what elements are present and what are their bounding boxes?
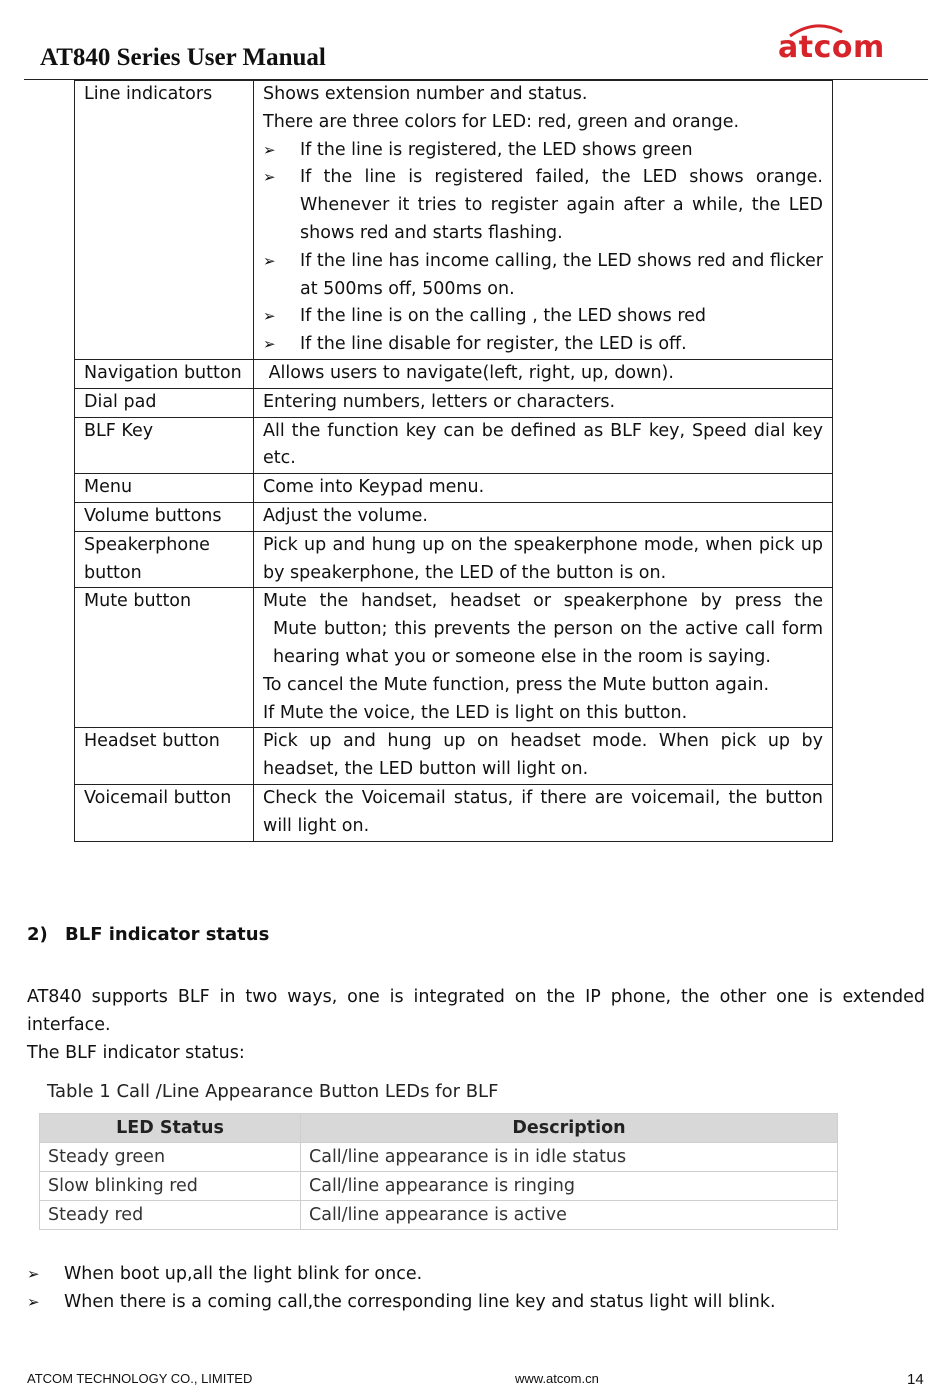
section-number: 2) [27,924,48,945]
description-line: Shows extension number and status. [263,84,588,104]
list-item-text: When there is a coming call,the corresponding line key and status light will blink. [64,1292,776,1312]
key-description-table [74,80,833,842]
list-item-text: When boot up,all the light blink for once. [64,1264,423,1284]
list-item-text: If the line is registered failed, the LED shows orange. Whenever it tries to register again after a while, the LED shows red and starts flashing. [300,167,823,243]
description-line: There are three colors for LED: red, green and orange. [263,111,740,132]
list-item [263,248,823,304]
list-item-text: If the line has income calling, the LED shows red and flicker at 500ms off, 500ms on. [300,250,823,299]
led-description: Call/line appearance is ringing [301,1172,838,1201]
table-row [75,531,833,588]
led-description: Call/line appearance is in idle status [301,1143,838,1172]
key-name: Volume buttons [75,502,254,531]
arrow-bullet-icon: ➢ [263,251,276,270]
table-row [75,417,833,474]
key-description: Allows users to navigate(left, right, up, down). [254,359,833,388]
key-description [254,588,833,728]
key-name: Headset button [75,728,254,785]
table-header-row [40,1114,838,1143]
key-description: Pick up and hung up on headset mode. When pick up by headset, the LED button will light on. [254,728,833,785]
footer-company: ATCOM TECHNOLOGY CO., LIMITED [27,1371,253,1386]
footer-url[interactable]: www.atcom.cn [515,1371,599,1386]
intro-paragraph: AT840 supports BLF in two ways, one is integrated on the IP phone, the other one is extended interface. [27,987,925,1035]
list-item [263,331,823,359]
list-item [263,164,823,247]
blf-status-table [39,1113,838,1230]
note-list [27,1260,776,1316]
status-intro: The BLF indicator status: [27,1043,245,1063]
list-item [27,1260,776,1288]
key-name: Speakerphone button [75,531,254,588]
key-description: All the function key can be defined as BLF key, Speed dial key etc. [254,417,833,474]
description-line: If Mute the voice, the LED is light on this button. [263,702,688,723]
key-name: Voicemail button [75,784,254,841]
key-description: Check the Voicemail status, if there are voicemail, the button will light on. [254,784,833,841]
key-description: Come into Keypad menu. [254,474,833,503]
table-row [75,728,833,785]
logo-text: atcom [778,30,885,65]
arrow-bullet-icon: ➢ [27,1293,40,1311]
list-item-text: If the line is on the calling , the LED shows red [300,306,707,327]
key-name: BLF Key [75,417,254,474]
table-row [75,588,833,728]
key-description: Entering numbers, letters or characters. [254,388,833,417]
list-item [263,303,823,331]
key-description [254,81,833,360]
led-status: Steady red [40,1201,301,1230]
table-caption: Table 1 Call /Line Appearance Button LEDs for BLF [47,1081,499,1102]
key-name: Mute button [75,588,254,728]
list-item-text: If the line disable for register, the LED is off. [300,334,687,355]
led-status: Steady green [40,1143,301,1172]
table-row [75,81,833,360]
description-line: Mute the handset, headset or speakerphone by press the [263,591,823,612]
table-row [40,1172,838,1201]
description-line: To cancel the Mute function, press the Mute button again. [263,674,770,695]
arrow-bullet-icon: ➢ [27,1265,40,1283]
key-description: Adjust the volume. [254,502,833,531]
manual-title: AT840 Series User Manual [40,44,326,71]
column-header: LED Status [40,1114,301,1143]
list-item-text: If the line is registered, the LED shows green [300,139,693,160]
led-status: Slow blinking red [40,1172,301,1201]
key-description: Pick up and hung up on the speakerphone mode, when pick up by speakerphone, the LED of the button is on. [254,531,833,588]
description-line: Mute button; this prevents the person on the active call form hearing what you or someone else in the room is saying. [273,619,823,667]
table-row [75,474,833,503]
list-item [27,1288,776,1316]
atcom-logo [774,22,894,68]
key-name: Menu [75,474,254,503]
page-number: 14 [907,1371,924,1388]
arrow-bullet-icon: ➢ [263,140,276,159]
table-row [75,784,833,841]
key-name: Line indicators [75,81,254,360]
section-heading [27,924,269,945]
led-description: Call/line appearance is active [301,1201,838,1230]
list-item [263,137,823,165]
arrow-bullet-icon: ➢ [263,307,276,326]
arrow-bullet-icon: ➢ [263,168,276,187]
table-row [75,388,833,417]
key-name: Dial pad [75,388,254,417]
table-row [40,1201,838,1230]
arrow-bullet-icon: ➢ [263,335,276,354]
key-name: Navigation button [75,359,254,388]
table-row [75,359,833,388]
table-row [40,1143,838,1172]
table-row [75,502,833,531]
section-title: BLF indicator status [65,924,270,945]
column-header: Description [301,1114,838,1143]
